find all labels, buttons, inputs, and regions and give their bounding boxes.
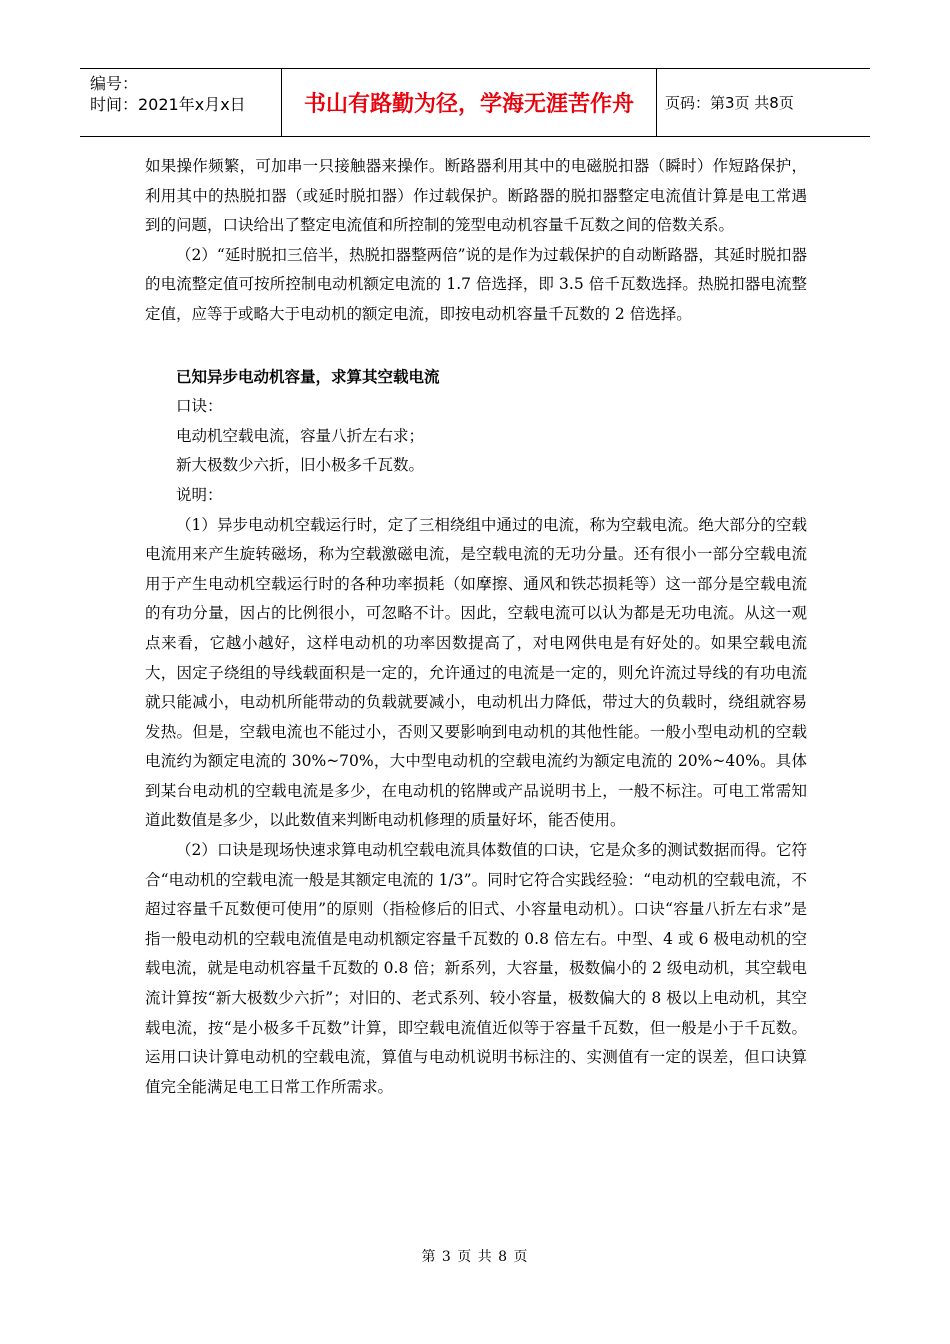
header-meta [80,69,282,136]
header-motto: 书山有路勤为径，学海无涯苦作舟 [282,69,657,136]
explanation-label: 说明： [176,485,223,504]
document-date: 时间：2021年x月x日 [90,95,246,114]
page-footer: 第 3 页 共 8 页 [421,1249,529,1265]
body-paragraph: （1）异步电动机空载运行时，定了三相绕组中通过的电流，称为空载电流。绝大部分的空载电流用来产生旋转磁场，称为空载激磁电流，是空载电流的无功分量。还有很小一部分空载电流用于产生电动机空载运行时的各种功率损耗（如摩擦、通风和铁芯损耗等）这一部分是空载电流的有功分量，因占的比例很小，可忽略不计。因此，空载电流可以认为都是无功电流。从这一观点来看，它越小越好，这样电动机的功率因数提高了，对电网供电是有好处的。如果空载电流大，因定子绕组的导线载面积是一定的，允许通过的电流是一定的，则允许流过导线的有功电流就只能减小，电动机所能带动的负载就要减小，电动机出力降低，带过大的负载时，绕组就容易发热。但是，空载电流也不能过小，否则又要影响到电动机的其他性能。一般小型电动机的空载电流约为额定电流的 30%~70%，大中型电动机的空载电流约为额定电流的 20%~40%。具体到某台电动机的空载电流是多少，在电动机的铭牌或产品说明书上，一般不标注。可电工常需知道此数值是多少，以此数值来判断电动机修理的质量好坏，能否使用。 [145,515,807,830]
section-heading: 已知异步电动机容量，求算其空载电流 [176,367,440,386]
section-spacer [145,330,807,363]
document-body [145,152,807,1102]
body-paragraph: 如果操作频繁，可加串一只接触器来操作。断路器利用其中的电磁脱扣器（瞬时）作短路保护，利用其中的热脱扣器（或延时脱扣器）作过载保护。断路器的脱扣器整定电流值计算是电工常遇到的问题，口诀给出了整定电流值和所控制的笼型电动机容量千瓦数之间的倍数关系。 [145,157,807,235]
mnemonic-label: 口诀： [176,397,223,416]
mnemonic-line: 电动机空载电流，容量八折左右求； [176,426,425,445]
header-page-number: 页码：第3页 共8页 [665,94,794,112]
document-number-label: 编号： [90,74,139,93]
body-paragraph: （2）“延时脱扣三倍半，热脱扣器整两倍”说的是作为过载保护的自动断路器，其延时脱扣器的电流整定值可按所控制电动机额定电流的 1.7 倍选择，即 3.5 倍千瓦数选择。热脱扣器电流整定值，应等于或略大于电动机的额定电流，即按电动机容量千瓦数的 2 倍选择。 [145,245,807,323]
page-header [80,68,870,137]
mnemonic-line: 新大极数少六折，旧小极多千瓦数。 [176,456,425,475]
body-paragraph: （2）口诀是现场快速求算电动机空载电流具体数值的口诀，它是众多的测试数据而得。它符合“电动机的空载电流一般是其额定电流的 1/3”。同时它符合实践经验：“电动机的空载电流，不超过容量千瓦数便可使用”的原则（指检修后的旧式、小容量电动机）。口诀“容量八折左右求”是指一般电动机的空载电流值是电动机额定容量千瓦数的 0.8 倍左右。中型、4 或 6 极电动机的空载电流，就是电动机容量千瓦数的 0.8 倍；新系列，大容量，极数偏小的 2 级电动机，其空载电流计算按“新大极数少六折”；对旧的、老式系列、较小容量，极数偏大的 8 极以上电动机，其空载电流，按“是小极多千瓦数”计算，即空载电流值近似等于容量千瓦数，但一般是小于千瓦数。运用口诀计算电动机的空载电流，算值与电动机说明书标注的、实测值有一定的误差，但口诀算值完全能满足电工日常工作所需求。 [145,841,807,1096]
